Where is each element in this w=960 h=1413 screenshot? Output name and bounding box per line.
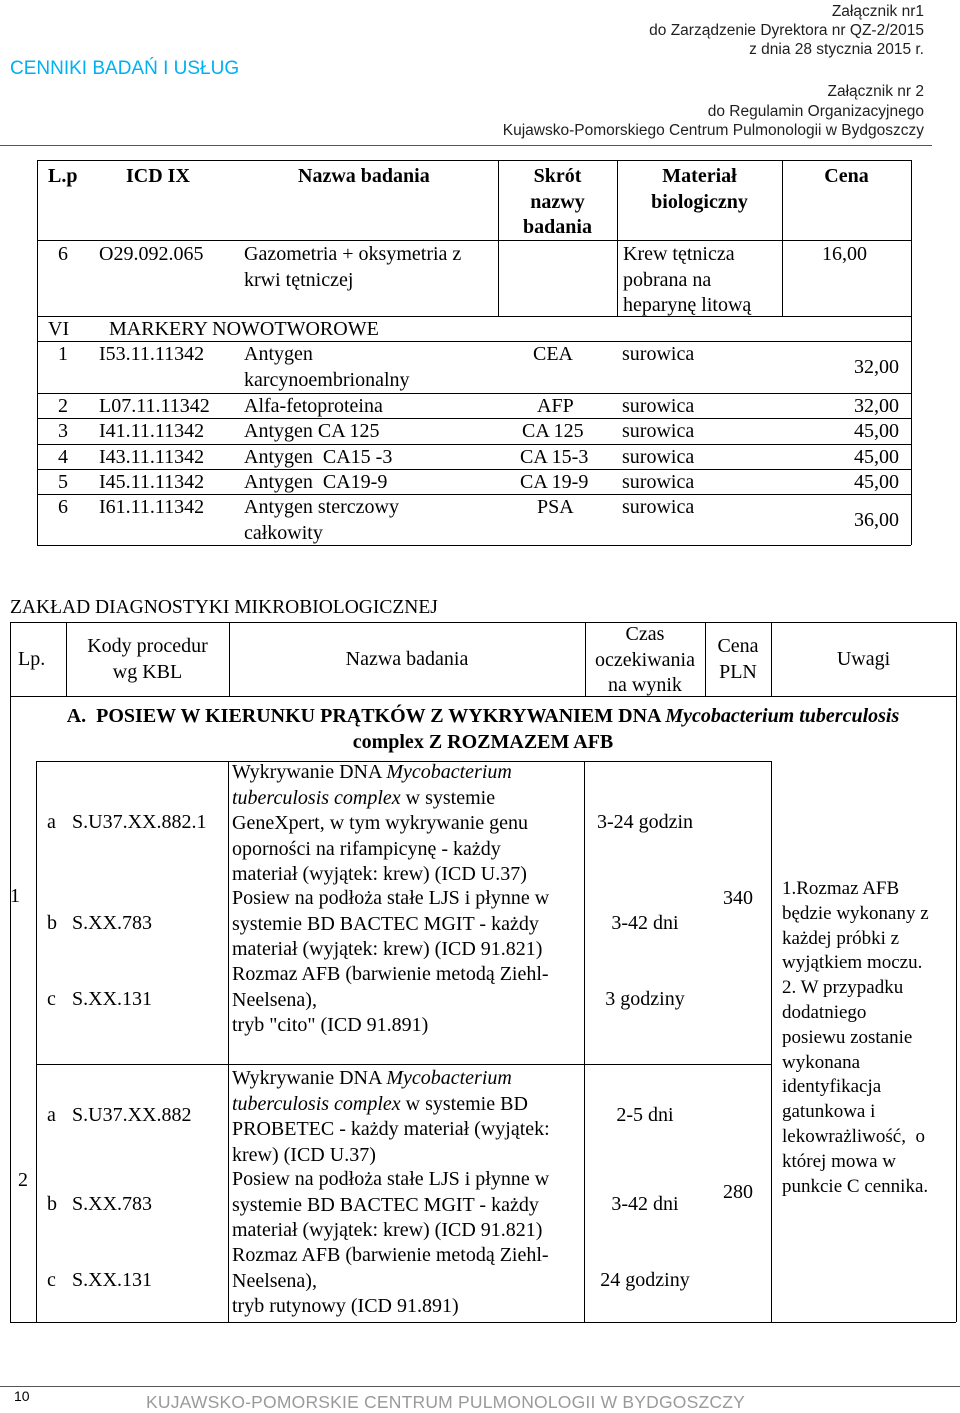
col-header-name2: Nazwa badania: [345, 648, 469, 670]
test-description: [232, 1167, 549, 1244]
col-header-material: Materiał biologiczny: [651, 165, 748, 213]
col-header-time: Czas oczekiwania na wynik: [595, 623, 695, 696]
section-vi-number: VI: [48, 318, 70, 340]
price-group-2: 280: [723, 1181, 753, 1203]
subheading-a: A. POSIEW W KIERUNKU PRĄTKÓW Z WYKRYWANIEM DNA Mycobacterium tuberculosis complex Z ROZMAZEM AFB: [66, 705, 900, 753]
col-header-price2: Cena PLN: [717, 635, 759, 683]
row6-price: 16,00: [822, 243, 867, 265]
procedure-code: S.U37.XX.882: [72, 1104, 192, 1126]
description-line: tryb rutynowy (ICD 91.891): [232, 1295, 459, 1317]
test-description: [232, 1066, 550, 1168]
description-line: Wykrywanie DNA Mycobacterium: [232, 761, 512, 783]
wait-time: 3-42 dni: [611, 912, 679, 934]
procedure-code: S.U37.XX.882.1: [72, 811, 207, 833]
description-line: Neelsena),: [232, 988, 317, 1011]
col-header-abbr: Skrót nazwy badania: [523, 165, 592, 238]
row6-icd: O29.092.065: [99, 243, 204, 265]
row-letter: c: [47, 988, 56, 1010]
price-group-1: 340: [723, 887, 753, 909]
procedure-code: S.XX.783: [72, 912, 153, 934]
col-header-lp2: Lp.: [18, 648, 46, 670]
description-line: PROBETEC - każdy materiał (wyjątek:: [232, 1118, 550, 1140]
row6-material: Krew tętnicza pobrana na heparynę litową: [623, 243, 752, 316]
description-line: oporności na rifampicynę - każdy: [232, 837, 501, 860]
wait-time: 2-5 dni: [616, 1104, 674, 1126]
notes-text: 1.Rozmaz AFB będzie wykonany z każdej próbki z wyjątkiem moczu. 2. W przypadku dodatniego posiewu zostanie wykonana identyfikacja gatunkowa i lekowrażliwość, o której mowa w punkcie C cennika.: [782, 878, 929, 1197]
group-number-2: 2: [18, 1169, 28, 1191]
section-title: ZAKŁAD DIAGNOSTYKI MIKROBIOLOGICZNEJ: [10, 597, 438, 618]
col-header-name: Nazwa badania: [298, 165, 430, 187]
group-number-1: 1: [10, 885, 20, 907]
row-letter: a: [47, 811, 56, 833]
description-line: Posiew na podłoża stałe LJS i płynne w: [232, 887, 550, 909]
procedure-code: S.XX.131: [72, 1269, 153, 1291]
test-description: [232, 760, 528, 888]
col-header-lp: L.p: [48, 165, 78, 187]
description-line: materiał (wyjątek: krew) (ICD 91.821): [232, 938, 543, 960]
description-line: Wykrywanie DNA Mycobacterium: [232, 1067, 512, 1089]
row-letter: c: [47, 1269, 56, 1291]
wait-time: 24 godziny: [600, 1269, 690, 1291]
col-header-icd: ICD IX: [126, 165, 190, 187]
description-line: materiał (wyjątek: krew) (ICD U.37): [232, 863, 527, 885]
document-header-title: CENNIKI BADAŃ I USŁUG: [10, 58, 240, 79]
description-line: tryb "cito" (ICD 91.891): [232, 1014, 429, 1036]
wait-time: 3-42 dni: [611, 1193, 679, 1215]
description-line: tuberculosis complex w systemie BD: [232, 1092, 528, 1115]
description-line: systemie BD BACTEC MGIT - każdy: [232, 1193, 539, 1216]
description-line: Posiew na podłoża stałe LJS i płynne w: [232, 1168, 550, 1190]
page-number: 10: [14, 1388, 30, 1404]
test-description: [232, 886, 549, 963]
footer-text: KUJAWSKO-POMORSKIE CENTRUM PULMONOLOGII W BYDGOSZCZY: [146, 1392, 745, 1412]
description-line: systemie BD BACTEC MGIT - każdy: [232, 912, 539, 935]
col-header-codes: Kody procedur wg KBL: [87, 635, 208, 683]
description-line: GeneXpert, w tym wykrywanie genu: [232, 812, 529, 834]
col-header-notes: Uwagi: [836, 648, 891, 670]
procedure-code: S.XX.783: [72, 1193, 153, 1215]
row6-name: Gazometria + oksymetria z krwi tętniczej: [244, 243, 462, 291]
annex-note-1: Załącznik nr1 do Zarządzenie Dyrektora nr QZ-2/2015 z dnia 28 stycznia 2015 r.: [649, 3, 924, 58]
section-vi-title: MARKERY NOWOTWOROWE: [109, 318, 379, 340]
header-divider: [0, 145, 932, 146]
description-line: tuberculosis complex w systemie: [232, 786, 496, 809]
annex-note-2: Załącznik nr 2 do Regulamin Organizacyjnego Kujawsko-Pomorskiego Centrum Pulmonologii w Bydgoszczy: [502, 83, 924, 139]
wait-time: 3-24 godzin: [596, 811, 694, 833]
wait-time: 3 godziny: [605, 988, 685, 1010]
footer-divider: [0, 1386, 960, 1387]
row6-lp: 6: [58, 243, 68, 265]
procedure-code: S.XX.131: [72, 988, 153, 1010]
test-description: [232, 1243, 549, 1320]
row-letter: b: [47, 1193, 57, 1215]
description-line: materiał (wyjątek: krew) (ICD 91.821): [232, 1219, 543, 1241]
description-line: Rozmaz AFB (barwienie metodą Ziehl-: [232, 963, 549, 985]
description-line: Rozmaz AFB (barwienie metodą Ziehl-: [232, 1244, 549, 1266]
row-letter: b: [47, 912, 57, 934]
col-header-price: Cena: [824, 165, 869, 187]
description-line: krew) (ICD U.37): [232, 1143, 376, 1166]
row-letter: a: [47, 1104, 56, 1126]
test-description: [232, 962, 549, 1039]
description-line: Neelsena),: [232, 1269, 317, 1292]
